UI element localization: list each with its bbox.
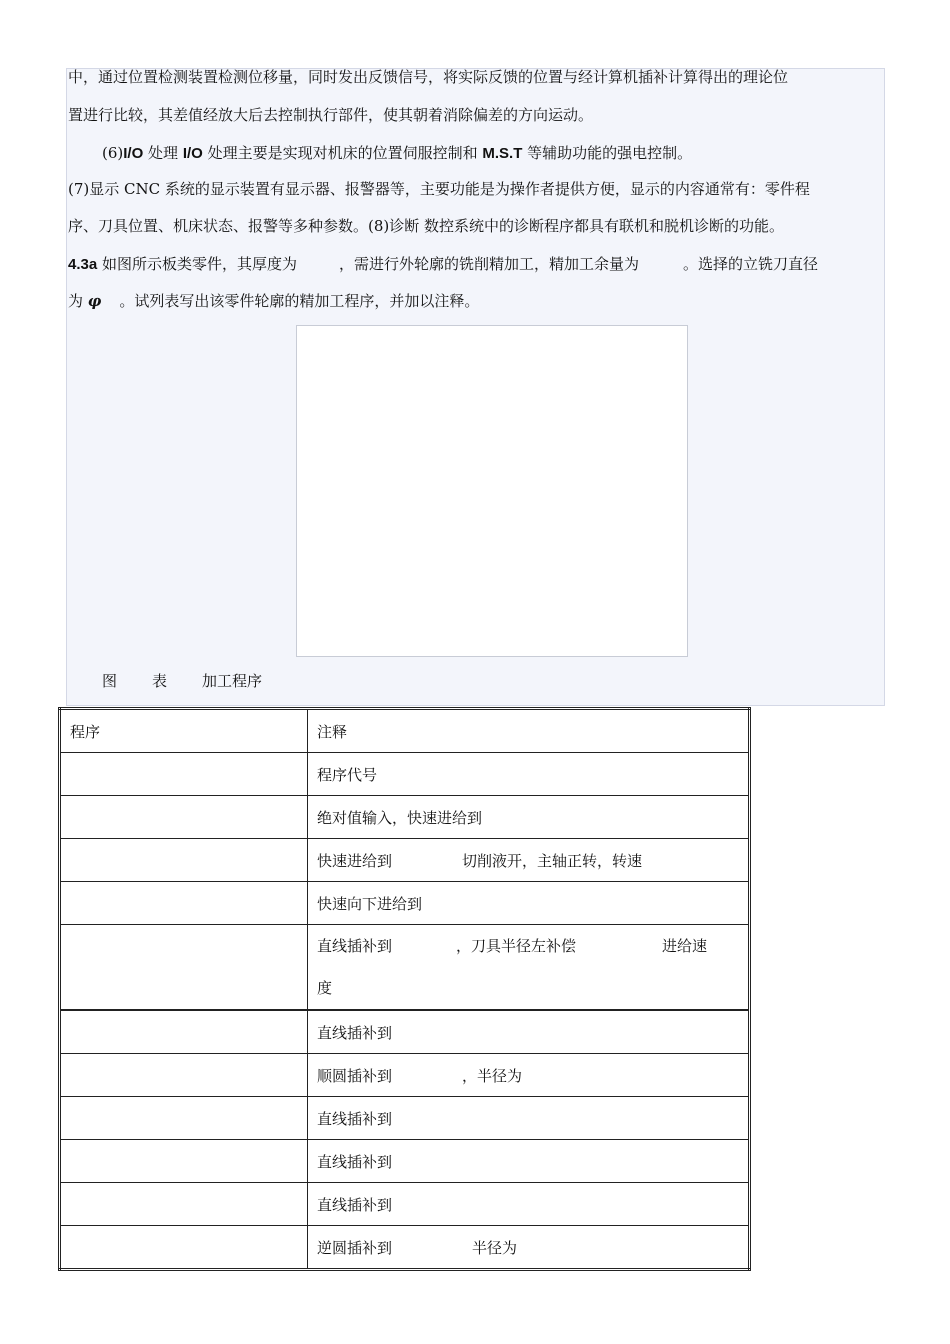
caption-figure: 图 — [102, 672, 118, 690]
comment-cell — [308, 1226, 750, 1270]
table-row — [60, 1140, 750, 1183]
program-cell — [60, 1183, 308, 1226]
table-row — [60, 1097, 750, 1140]
text: 处理 — [143, 144, 183, 162]
program-cell — [60, 1097, 308, 1140]
term: I/O — [182, 145, 203, 162]
header-program: 程序 — [60, 709, 308, 753]
table-row — [60, 839, 750, 882]
comment-text: ，刀具半径左补偿 — [456, 937, 577, 955]
comment-cell: 直线插补到 — [308, 1010, 750, 1054]
header-comment: 注释 — [308, 709, 750, 753]
text: 置进行比较，其差值经放大后去控制执行部件，使其朝着消除偏差的方向运动。 — [68, 106, 594, 124]
table-row — [60, 1226, 750, 1270]
paragraph-io — [102, 135, 918, 172]
question-number: 4.3a — [68, 256, 98, 273]
paragraph-line — [68, 208, 884, 245]
comment-text: ，半径为 — [462, 1066, 523, 1085]
program-cell — [60, 753, 308, 796]
comment-cell — [308, 925, 750, 1011]
paragraph-line — [68, 59, 884, 96]
text: 序、刀具位置、机床状态、报警等多种参数。(8)诊断 数控系统中的诊断程序都具有联机和脱机诊断的功能。 — [68, 217, 785, 235]
comment-cell: 绝对值输入，快速进给到 — [308, 796, 750, 839]
comment-text: 度 — [317, 979, 333, 997]
comment-cell: 直线插补到 — [308, 1140, 750, 1183]
comment-text: 直线插补到 — [317, 937, 393, 955]
table-row — [60, 1010, 750, 1054]
program-cell — [60, 882, 308, 925]
program-cell — [60, 1010, 308, 1054]
table-row — [60, 882, 750, 925]
comment-cell — [308, 1054, 750, 1097]
table-row — [60, 1183, 750, 1226]
table-row — [60, 925, 750, 1011]
text: 等辅助功能的强电控制。 — [522, 144, 693, 162]
program-cell — [60, 925, 308, 1011]
text: 如图所示板类零件，其厚度为 — [97, 255, 297, 273]
phi-symbol: φ — [87, 292, 102, 310]
comment-text: 逆圆插补到 — [317, 1238, 393, 1257]
comment-cell — [308, 839, 750, 882]
program-table — [58, 707, 751, 1271]
figure-placeholder — [296, 325, 688, 657]
question-line — [68, 283, 884, 320]
program-cell — [60, 796, 308, 839]
text: 中，通过位置检测装置检测位移量，同时发出反馈信号，将实际反馈的位置与经计算机插补计算得出的理论位 — [68, 68, 789, 86]
text: 处理主要是实现对机床的位置伺服控制和 — [202, 144, 483, 162]
question-line — [68, 246, 884, 283]
comment-text: 进给速 — [662, 937, 708, 955]
table-row — [60, 1054, 750, 1097]
comment-text: 快速进给到 — [317, 851, 393, 870]
term: M.S.T — [482, 145, 523, 162]
program-cell — [60, 1226, 308, 1270]
table-row — [60, 753, 750, 796]
text: 。选择的立铣刀直径 — [683, 255, 819, 273]
caption-table: 表 — [152, 672, 168, 690]
comment-text: 顺圆插补到 — [317, 1066, 393, 1085]
comment-text: 切削液开，主轴正转，转速 — [462, 851, 643, 870]
comment-cell: 直线插补到 — [308, 1097, 750, 1140]
comment-cell: 程序代号 — [308, 753, 750, 796]
text: (7)显示 CNC 系统的显示装置有显示器、报警器等，主要功能是为操作者提供方便，显示的内容通常有：零件程 — [68, 180, 810, 198]
comment-cell: 快速向下进给到 — [308, 882, 750, 925]
comment-cell: 直线插补到 — [308, 1183, 750, 1226]
table-header-row — [60, 709, 750, 753]
item-number: (6) — [102, 144, 124, 162]
paragraph-line — [68, 97, 884, 134]
text: 。试列表写出该零件轮廓的精加工程序，并加以注释。 — [119, 292, 480, 310]
program-cell — [60, 839, 308, 882]
term: I/O — [123, 145, 144, 162]
comment-text: 半径为 — [472, 1238, 518, 1257]
program-cell — [60, 1140, 308, 1183]
table-row — [60, 796, 750, 839]
caption-title: 加工程序 — [202, 672, 263, 690]
text: ，需进行外轮廓的铣削精加工，精加工余量为 — [338, 255, 639, 273]
paragraph-line — [68, 171, 884, 208]
program-cell — [60, 1054, 308, 1097]
text: 为 — [68, 292, 88, 310]
